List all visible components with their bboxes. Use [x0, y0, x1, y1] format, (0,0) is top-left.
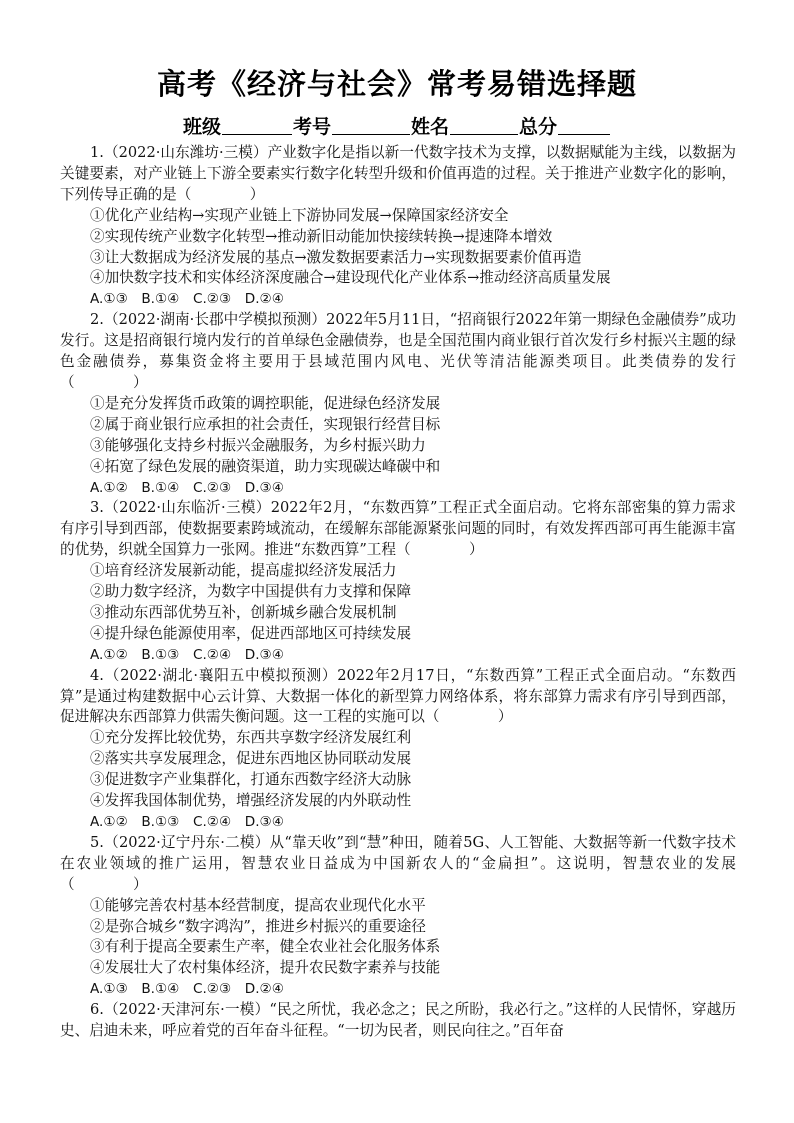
option-item: ①优化产业结构→实现产业链上下游协同发展→保障国家经济安全	[90, 206, 509, 224]
number-label: 考号	[292, 116, 331, 138]
option-item: ③推动东西部优势互补，创新城乡融合发展机制	[90, 603, 397, 621]
name-blank[interactable]	[450, 116, 518, 135]
option-item: ④发展壮大了农村集体经济，提升农民数字素养与技能	[90, 959, 441, 977]
option-item: ③有利于提高全要素生产率，健全农业社会化服务体系	[90, 938, 441, 956]
document-title: 高考《经济与社会》常考易错选择题	[156, 67, 637, 101]
option-item: ②属于商业银行应承担的社会责任，实现银行经营目标	[90, 415, 441, 433]
score-blank[interactable]	[558, 116, 610, 135]
option-item: ①充分发挥比较优势，东西共享数字经济发展红利	[90, 729, 412, 747]
option-item: ①培育经济发展新动能，提高虚拟经济发展活力	[90, 562, 397, 580]
option-item: ②是弥合城乡“数字鸿沟”，推进乡村振兴的重要途径	[90, 917, 426, 935]
class-label: 班级	[182, 116, 221, 138]
option-item: ③促进数字产业集群化，打通东西数字经济大动脉	[90, 771, 412, 789]
question-stem: 2.（2022·湖南·长郡中学模拟预测）2022年5月11日，“招商银行2022年第一期绿色金融债券”成功发行。这是招商银行境内发行的首单绿色金融债券，也是全国范围内商业银行首次发行乡村振兴主题的绿色金融债券，募集资金将主要用于县域范围内风电、光伏等清洁能源类项目。此类债券的发行（ ）	[60, 311, 736, 391]
question-2	[60, 310, 736, 498]
question-stem: 6.（2022·天津河东·一模）“民之所忧，我必念之；民之所盼，我必行之。”这样的人民情怀，穿越历史、启迪未来，呼应着党的百年奋斗征程。“一切为民者，则民向往之。”百年奋	[60, 1001, 736, 1040]
answer-choices: A.①② B.①④ C.②③ D.③④	[90, 479, 284, 496]
question-1	[60, 143, 736, 310]
question-5	[60, 833, 736, 1000]
option-item: ④发挥我国体制优势，增强经济发展的内外联动性	[90, 792, 412, 810]
option-item: ①能够完善农村基本经营制度，提高农业现代化水平	[90, 896, 426, 914]
answer-choices: A.①② B.①③ C.②④ D.③④	[90, 646, 284, 663]
option-item: ④加快数字技术和实体经济深度融合→建设现代化产业体系→推动经济高质量发展	[90, 269, 611, 287]
answer-choices: A.①③ B.①④ C.②③ D.②④	[90, 981, 284, 998]
class-blank[interactable]	[222, 116, 292, 135]
question-6	[60, 1000, 736, 1042]
question-list	[60, 143, 736, 1042]
option-item: ④提升绿色能源使用率，促进西部地区可持续发展	[90, 624, 412, 642]
option-item: ④拓宽了绿色发展的融资渠道，助力实现碳达峰碳中和	[90, 457, 441, 475]
option-item: ③让大数据成为经济发展的基点→激发数据要素活力→实现数据要素价值再造	[90, 248, 582, 266]
option-item: ②实现传统产业数字化转型→推动新旧动能加快接续转换→提速降本增效	[90, 227, 553, 245]
number-blank[interactable]	[332, 116, 410, 135]
question-3	[60, 498, 736, 665]
option-item: ②助力数字经济，为数字中国提供有力支撑和保障	[90, 583, 412, 601]
question-stem: 5.（2022·辽宁丹东·二模）从“靠天收”到“慧”种田，随着5G、人工智能、大数据等新一代数字技术在农业领域的推广运用，智慧农业日益成为中国新农人的“金扁担”。这说明，智慧农业的发展（ ）	[60, 833, 736, 893]
option-item: ③能够强化支持乡村振兴金融服务，为乡村振兴助力	[90, 436, 426, 454]
question-stem: 4.（2022·湖北·襄阳五中模拟预测）2022年2月17日，“东数西算”工程正式全面启动。“东数西算”是通过构建数据中心云计算、大数据一体化的新型算力网络体系，将东部算力需求有序引导到西部，促进解决东西部算力供需失衡问题。这一工程的实施可以（ ）	[60, 666, 736, 726]
question-stem: 3.（2022·山东临沂·三模）2022年2月，“东数西算”工程正式全面启动。它将东部密集的算力需求有序引导到西部，使数据要素跨域流动，在缓解东部能源紧张问题的同时，有效发挥西部可再生能源丰富的优势，织就全国算力一张网。推进“东数西算”工程（ ）	[60, 499, 736, 559]
student-info-line	[0, 112, 794, 139]
score-label: 总分	[519, 116, 558, 138]
question-4	[60, 666, 736, 833]
answer-choices: A.①② B.①③ C.②④ D.③④	[90, 814, 284, 830]
question-stem: 1.（2022·山东潍坊·三模）产业数字化是指以新一代数字技术为支撑，以数据赋能为主线，以数据为关键要素，对产业链上下游全要素实行数字化转型升级和价值再造的过程。关于推进产业数字化的影响，下列传导正确的是（ ）	[60, 144, 736, 203]
answer-choices: A.①③ B.①④ C.②③ D.②④	[90, 291, 284, 308]
name-label: 姓名	[411, 116, 450, 138]
option-item: ②落实共享发展理念，促进东西地区协同联动发展	[90, 750, 412, 768]
option-item: ①是充分发挥货币政策的调控职能，促进绿色经济发展	[90, 394, 441, 412]
